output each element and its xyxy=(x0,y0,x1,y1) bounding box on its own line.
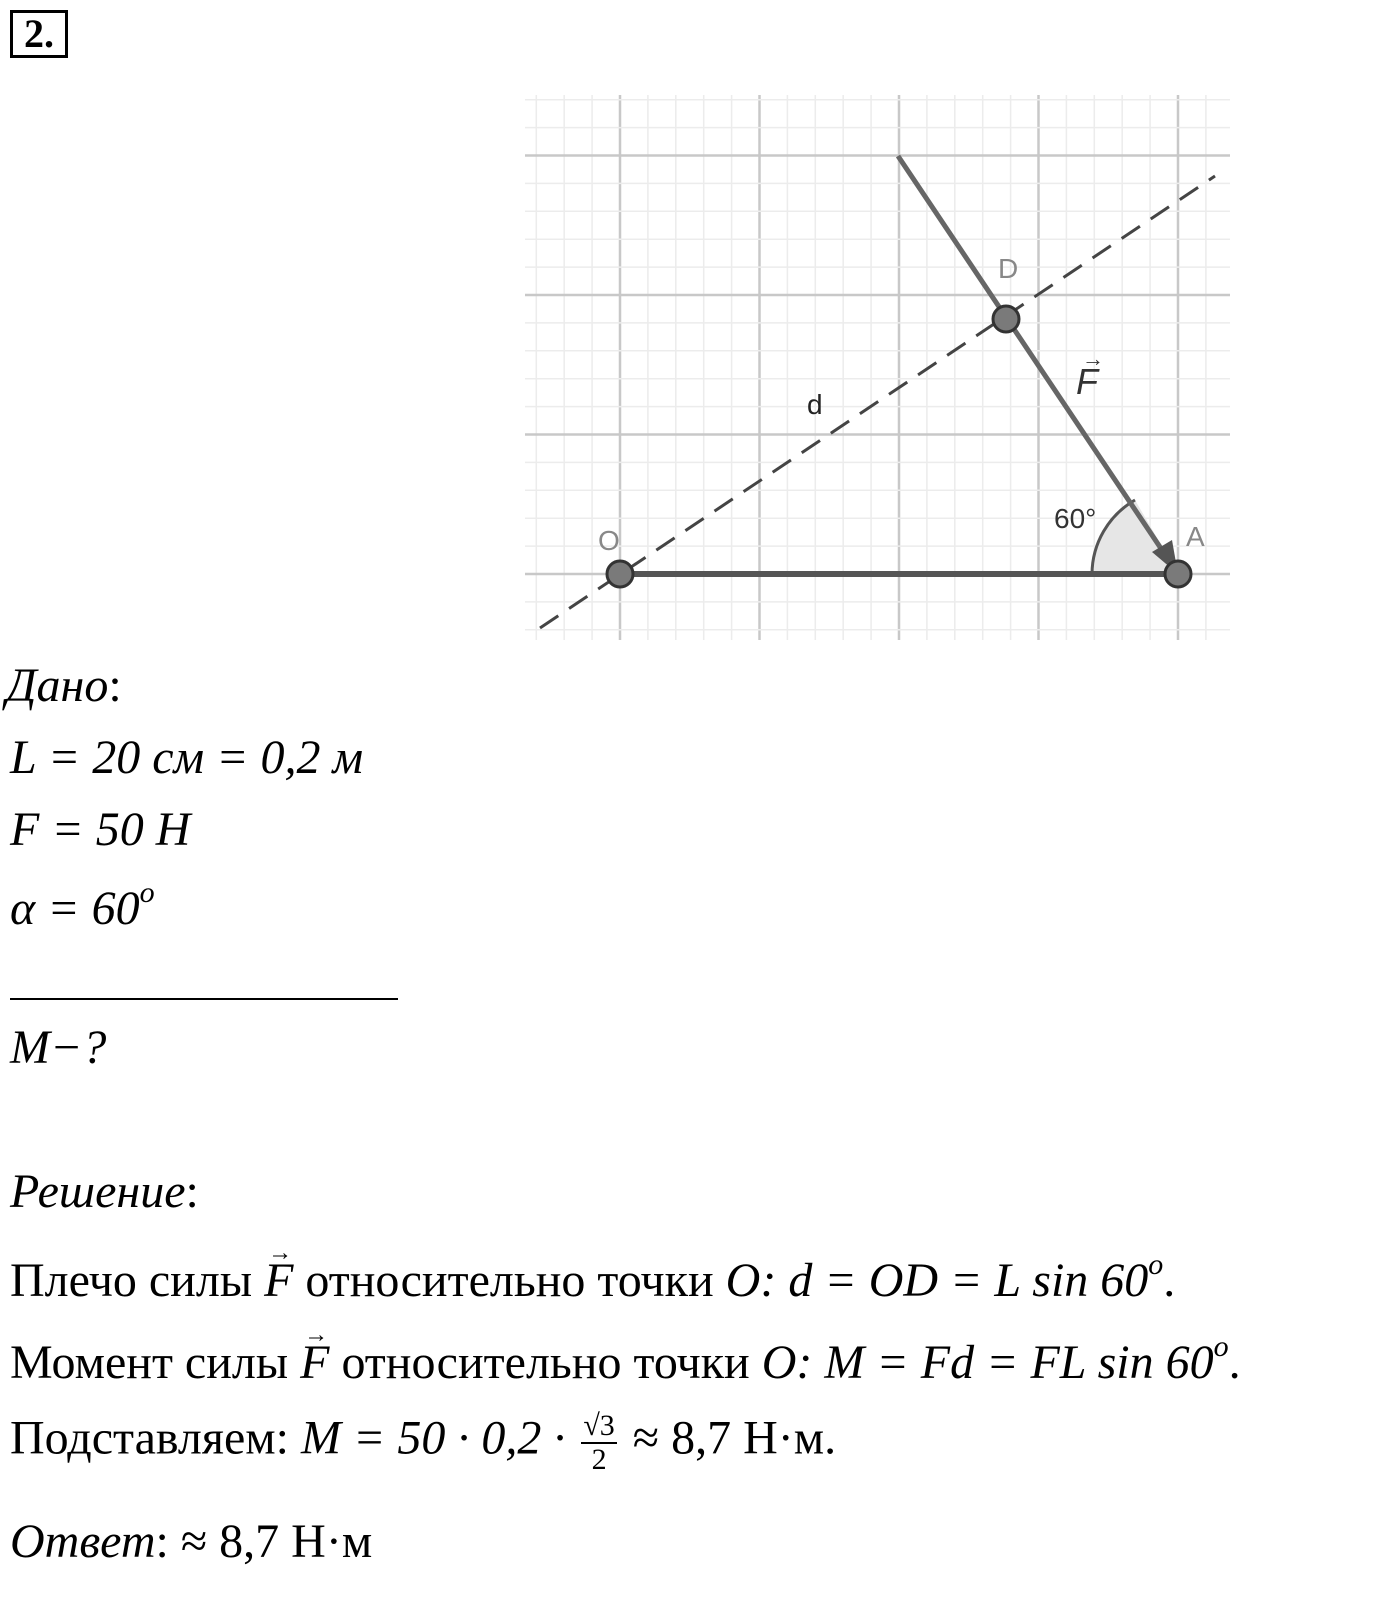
given-force: F = 50 Н xyxy=(10,803,191,856)
point-a-dot xyxy=(1165,561,1191,587)
solution-line-3: Подставляем: M = 50 · 0,2 · $\frac{√3}{2}$ ≈ 8,7 Н·м. xyxy=(10,1409,837,1476)
solution-line-2: Момент силы → F относительно точки O: M = Fd = FL sin 60$^o$. xyxy=(10,1332,1241,1387)
sqrt-fraction: $\frac{√3}{2}$ xyxy=(583,1409,615,1476)
solution-heading: Решение: xyxy=(10,1165,199,1218)
label-force-f: F xyxy=(1076,361,1098,402)
label-point-a: A xyxy=(1186,521,1205,552)
given-heading: Дано: xyxy=(6,659,122,712)
label-d: d xyxy=(807,389,823,420)
label-force-arrow: → xyxy=(1082,346,1104,371)
given-angle: $\alpha = 60^o$ xyxy=(10,876,155,935)
given-divider xyxy=(10,998,398,1000)
geometry-diagram xyxy=(520,90,1235,645)
point-d-dot xyxy=(993,306,1019,332)
label-point-o: O xyxy=(598,525,620,556)
given-length: L = 20 см = 0,2 м xyxy=(10,731,364,784)
label-point-d: D xyxy=(998,253,1019,284)
problem-number: 2. xyxy=(10,10,68,58)
find-quantity: M−? xyxy=(10,1021,107,1074)
label-angle: 60° xyxy=(1054,503,1097,534)
point-o-dot xyxy=(607,561,633,587)
answer-line: Ответ: ≈ 8,7 Н·м xyxy=(10,1515,373,1568)
force-vector xyxy=(898,156,1166,556)
solution-line-1: Плечо силы → F относительно точки O: d = OD = L sin 60$^o$. xyxy=(10,1250,1175,1305)
